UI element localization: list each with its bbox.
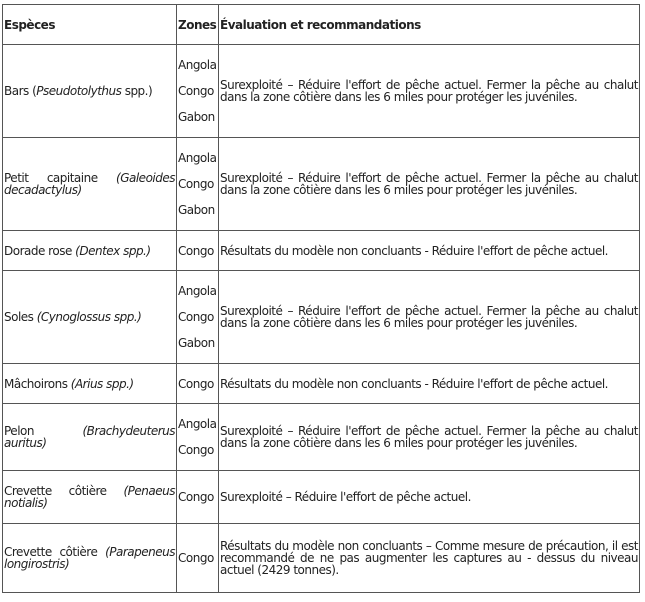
evaluation-cell: Surexploité – Réduire l'effort de pêche actuel. Fermer la pêche au chalut dans la zone côtière dans les 6 miles pour protéger les juvéniles. [219, 404, 640, 471]
zones-cell [177, 404, 219, 471]
zone-label: Congo [178, 177, 214, 191]
zone-label: Congo [178, 243, 214, 258]
zones-cell [177, 45, 219, 138]
zone-label: Angola [178, 151, 217, 165]
zones-cell [177, 271, 219, 364]
header-zones: Zones [177, 5, 219, 45]
species-cell [3, 364, 177, 404]
species-common-name: Petit capitaine [4, 171, 117, 185]
species-common-name: Crevette côtière [4, 545, 106, 559]
species-cell [3, 138, 177, 231]
zone-label: Congo [178, 84, 214, 98]
evaluation-cell: Surexploité – Réduire l'effort de pêche actuel. Fermer la pêche au chalut dans la zone côtière dans les 6 miles pour protéger les juvéniles. [219, 271, 640, 364]
species-cell [3, 231, 177, 271]
zone-label: Congo [178, 443, 214, 457]
species-scientific-name: (Brachydeuterus auritus) [4, 424, 175, 450]
species-scientific-name: (Cynoglossus spp.) [36, 310, 142, 324]
species-common-name: Soles [4, 310, 37, 324]
table-row [3, 138, 640, 231]
zone-label: Gabon [178, 203, 215, 217]
species-common-name: Bars ( [4, 84, 37, 98]
species-assessment-table [2, 4, 640, 593]
zone-label: Congo [178, 310, 214, 324]
header-evaluation: Évaluation et recommandations [219, 5, 640, 45]
header-row [3, 5, 640, 45]
zones-cell [177, 364, 219, 404]
species-scientific-name: Pseudotolythus [36, 84, 122, 98]
species-common-name: Pelon [4, 424, 83, 438]
table-row [3, 231, 640, 271]
evaluation-cell: Résultats du modèle non concluants - Réduire l'effort de pêche actuel. [219, 364, 640, 404]
zone-label: Angola [178, 417, 217, 431]
zone-label: Congo [178, 490, 214, 504]
species-cell [3, 271, 177, 364]
table-row [3, 271, 640, 364]
species-common-name: Mâchoirons [4, 376, 71, 391]
evaluation-cell: Surexploité – Réduire l'effort de pêche actuel. Fermer la pêche au chalut dans la zone côtière dans les 6 miles pour protéger les juvéniles. [219, 45, 640, 138]
zone-label: Congo [178, 551, 214, 565]
header-species: Espèces [3, 5, 177, 45]
species-cell [3, 404, 177, 471]
zone-label: Gabon [178, 336, 215, 350]
table-row [3, 471, 640, 524]
species-cell [3, 471, 177, 524]
species-cell [3, 45, 177, 138]
table-body [3, 45, 640, 593]
species-scientific-name: (Parapeneus longirostris) [4, 545, 175, 571]
species-scientific-name: (Dentex spp.) [75, 243, 151, 258]
table-row [3, 524, 640, 593]
species-scientific-name: (Arius spp.) [70, 376, 134, 391]
table-row [3, 45, 640, 138]
species-cell [3, 524, 177, 593]
zone-label: Angola [178, 58, 217, 72]
evaluation-cell: Résultats du modèle non concluants - Réduire l'effort de pêche actuel. [219, 231, 640, 271]
species-common-name: Crevette côtière [4, 484, 124, 498]
species-scientific-name: (Penaeus notialis) [4, 484, 175, 510]
evaluation-cell: Surexploité – Réduire l'effort de pêche actuel. Fermer la pêche au chalut dans la zone côtière dans les 6 miles pour protéger les juvéniles. [219, 138, 640, 231]
species-scientific-name: (Galeoides decadactylus) [4, 171, 175, 197]
evaluation-cell: Surexploité – Réduire l'effort de pêche actuel. [219, 471, 640, 524]
zone-label: Congo [178, 376, 214, 391]
species-suffix: spp.) [121, 84, 153, 98]
species-common-name: Dorade rose [4, 243, 76, 258]
zone-label: Angola [178, 284, 217, 298]
zones-cell [177, 471, 219, 524]
evaluation-cell: Résultats du modèle non concluants – Comme mesure de précaution, il est recommandé de ne pas augmenter les captures au - dessus du niveau actuel (2429 tonnes). [219, 524, 640, 593]
zones-cell [177, 231, 219, 271]
table-row [3, 364, 640, 404]
table-row [3, 404, 640, 471]
zone-label: Gabon [178, 110, 215, 124]
zones-cell [177, 524, 219, 593]
zones-cell [177, 138, 219, 231]
